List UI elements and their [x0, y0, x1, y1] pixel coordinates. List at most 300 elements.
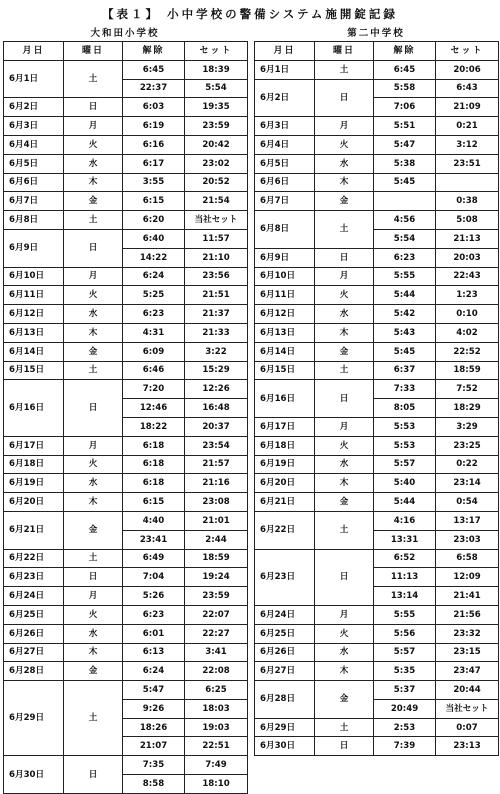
weekday-cell: 日: [315, 248, 374, 267]
weekday-cell: 水: [64, 624, 123, 643]
date-cell: 6月9日: [4, 229, 64, 267]
disarm-time-cell: 5:47: [123, 681, 185, 700]
weekday-cell: 土: [64, 549, 123, 568]
date-cell: 6月20日: [255, 474, 315, 493]
table-row: [255, 718, 499, 737]
disarm-time-cell: 5:37: [374, 681, 436, 700]
set-time-cell: [436, 173, 499, 192]
school-name: 大和田小学校: [90, 28, 160, 39]
set-time-cell: 13:17: [436, 511, 499, 530]
date-cell: 6月16日: [4, 380, 64, 436]
weekday-cell: 日: [64, 568, 123, 587]
disarm-time-cell: 2:53: [374, 718, 436, 737]
date-cell: 6月29日: [255, 718, 315, 737]
set-time-cell: 23:56: [185, 267, 248, 286]
weekday-cell: 木: [315, 662, 374, 681]
disarm-time-cell: 5:44: [374, 286, 436, 305]
disarm-time-cell: 5:53: [374, 417, 436, 436]
table-row: [255, 286, 499, 305]
disarm-time-cell: 5:55: [374, 605, 436, 624]
disarm-time-cell: [374, 192, 436, 211]
table-row: [4, 455, 248, 474]
header-weekday: 曜日: [64, 42, 123, 61]
table-row: [255, 662, 499, 681]
date-cell: 6月25日: [255, 624, 315, 643]
date-cell: 6月3日: [4, 117, 64, 136]
date-cell: 6月9日: [255, 248, 315, 267]
set-time-cell: 23:54: [185, 436, 248, 455]
date-cell: 6月13日: [255, 323, 315, 342]
set-time-cell: 11:57: [185, 229, 248, 248]
weekday-cell: 木: [64, 643, 123, 662]
set-time-cell: 23:59: [185, 117, 248, 136]
table-row: [255, 436, 499, 455]
date-cell: 6月14日: [4, 342, 64, 361]
date-cell: 6月28日: [255, 681, 315, 719]
disarm-time-cell: 4:40: [123, 511, 185, 530]
disarm-time-cell: 5:38: [374, 154, 436, 173]
set-time-cell: 20:37: [185, 417, 248, 436]
disarm-time-cell: 5:55: [374, 267, 436, 286]
table-row: [4, 605, 248, 624]
set-time-cell: 18:59: [436, 361, 499, 380]
disarm-time-cell: 5:35: [374, 662, 436, 681]
weekday-cell: 月: [315, 417, 374, 436]
weekday-cell: 土: [315, 718, 374, 737]
table-row: [4, 474, 248, 493]
disarm-time-cell: 6:19: [123, 117, 185, 136]
set-time-cell: 22:51: [185, 737, 248, 756]
date-cell: 6月10日: [255, 267, 315, 286]
weekday-cell: 水: [315, 455, 374, 474]
set-time-cell: 12:26: [185, 380, 248, 399]
set-time-cell: 23:08: [185, 493, 248, 512]
table-row: [4, 511, 248, 530]
set-time-cell: 21:37: [185, 305, 248, 324]
table-row: [255, 173, 499, 192]
date-cell: 6月1日: [4, 60, 64, 98]
set-time-cell: 21:16: [185, 474, 248, 493]
weekday-cell: 月: [64, 587, 123, 606]
header-set: セット: [185, 42, 248, 61]
weekday-cell: 月: [64, 267, 123, 286]
set-time-cell: 12:09: [436, 568, 499, 587]
disarm-time-cell: 8:05: [374, 399, 436, 418]
disarm-time-cell: 6:03: [123, 98, 185, 117]
disarm-time-cell: 6:49: [123, 549, 185, 568]
header-disarm: 解除: [123, 42, 185, 61]
set-time-cell: 21:56: [436, 605, 499, 624]
date-cell: 6月21日: [4, 511, 64, 549]
disarm-time-cell: 5:57: [374, 455, 436, 474]
date-cell: 6月23日: [4, 568, 64, 587]
set-time-cell: 21:41: [436, 587, 499, 606]
date-cell: 6月17日: [255, 417, 315, 436]
date-cell: 6月26日: [4, 624, 64, 643]
table-row: [4, 117, 248, 136]
date-cell: 6月1日: [255, 60, 315, 79]
table-row: [255, 305, 499, 324]
disarm-time-cell: 5:58: [374, 79, 436, 98]
disarm-time-cell: 6:23: [374, 248, 436, 267]
set-time-cell: 22:52: [436, 342, 499, 361]
weekday-cell: 水: [64, 154, 123, 173]
header-set: セット: [436, 42, 499, 61]
table-row: [255, 154, 499, 173]
date-cell: 6月6日: [255, 173, 315, 192]
weekday-cell: 火: [64, 286, 123, 305]
weekday-cell: 火: [315, 624, 374, 643]
date-cell: 6月27日: [255, 662, 315, 681]
set-time-cell: 7:49: [185, 756, 248, 775]
disarm-time-cell: 6:46: [123, 361, 185, 380]
set-time-cell: 22:43: [436, 267, 499, 286]
disarm-time-cell: 6:15: [123, 192, 185, 211]
set-time-cell: 0:38: [436, 192, 499, 211]
table-row: [4, 229, 248, 248]
table-row: [4, 211, 248, 230]
table-row: [4, 756, 248, 775]
weekday-cell: 土: [64, 361, 123, 380]
header-disarm: 解除: [374, 42, 436, 61]
disarm-time-cell: 5:53: [374, 436, 436, 455]
date-cell: 6月22日: [255, 511, 315, 549]
set-time-cell: 当社セット: [436, 699, 499, 718]
date-cell: 6月19日: [255, 455, 315, 474]
table-row: [4, 267, 248, 286]
set-time-cell: 21:09: [436, 98, 499, 117]
date-cell: 6月22日: [4, 549, 64, 568]
set-time-cell: 2:44: [185, 530, 248, 549]
disarm-time-cell: 6:24: [123, 267, 185, 286]
table-row: [255, 605, 499, 624]
set-time-cell: 23:25: [436, 436, 499, 455]
disarm-time-cell: 6:13: [123, 643, 185, 662]
weekday-cell: 金: [64, 511, 123, 549]
date-cell: 6月18日: [4, 455, 64, 474]
set-time-cell: 15:29: [185, 361, 248, 380]
date-cell: 6月11日: [4, 286, 64, 305]
weekday-cell: 金: [64, 662, 123, 681]
weekday-cell: 火: [64, 605, 123, 624]
disarm-time-cell: 9:26: [123, 699, 185, 718]
weekday-cell: 日: [64, 756, 123, 794]
log-body: [255, 60, 499, 755]
date-cell: 6月26日: [255, 643, 315, 662]
weekday-cell: 月: [64, 117, 123, 136]
weekday-cell: 土: [315, 511, 374, 549]
date-cell: 6月8日: [4, 211, 64, 230]
weekday-cell: 土: [315, 60, 374, 79]
weekday-cell: 火: [64, 135, 123, 154]
weekday-cell: 水: [315, 154, 374, 173]
set-time-cell: 21:33: [185, 323, 248, 342]
table-row: [255, 474, 499, 493]
disarm-time-cell: 7:20: [123, 380, 185, 399]
disarm-time-cell: 4:31: [123, 323, 185, 342]
disarm-time-cell: 11:13: [374, 568, 436, 587]
weekday-cell: 月: [315, 267, 374, 286]
table-row: [255, 380, 499, 399]
date-cell: 6月2日: [4, 98, 64, 117]
disarm-time-cell: 18:26: [123, 718, 185, 737]
weekday-cell: 火: [315, 135, 374, 154]
disarm-time-cell: 5:26: [123, 587, 185, 606]
table-row: [255, 211, 499, 230]
disarm-time-cell: 5:45: [374, 342, 436, 361]
date-cell: 6月24日: [4, 587, 64, 606]
disarm-time-cell: 5:40: [374, 474, 436, 493]
disarm-time-cell: 5:44: [374, 493, 436, 512]
weekday-cell: 日: [64, 98, 123, 117]
date-cell: 6月10日: [4, 267, 64, 286]
disarm-time-cell: 4:56: [374, 211, 436, 230]
set-time-cell: 0:22: [436, 455, 499, 474]
disarm-time-cell: 7:06: [374, 98, 436, 117]
disarm-time-cell: 5:47: [374, 135, 436, 154]
set-time-cell: 21:51: [185, 286, 248, 305]
set-time-cell: 18:10: [185, 775, 248, 794]
table-row: [4, 380, 248, 399]
disarm-time-cell: 6:18: [123, 474, 185, 493]
table-row: [255, 511, 499, 530]
date-cell: 6月30日: [4, 756, 64, 794]
table-row: [4, 60, 248, 79]
weekday-cell: 土: [64, 681, 123, 756]
disarm-time-cell: 13:14: [374, 587, 436, 606]
date-cell: 6月20日: [4, 493, 64, 512]
table-row: [255, 267, 499, 286]
set-time-cell: 0:07: [436, 718, 499, 737]
disarm-time-cell: 5:57: [374, 643, 436, 662]
disarm-time-cell: 21:07: [123, 737, 185, 756]
set-time-cell: 1:23: [436, 286, 499, 305]
set-time-cell: 22:07: [185, 605, 248, 624]
table-row: [255, 493, 499, 512]
table-row: [4, 305, 248, 324]
disarm-time-cell: 4:16: [374, 511, 436, 530]
table-row: [4, 361, 248, 380]
set-time-cell: 23:14: [436, 474, 499, 493]
date-cell: 6月6日: [4, 173, 64, 192]
weekday-cell: 木: [315, 323, 374, 342]
disarm-time-cell: 5:45: [374, 173, 436, 192]
header-row: [255, 42, 499, 61]
disarm-time-cell: 5:51: [374, 117, 436, 136]
date-cell: 6月19日: [4, 474, 64, 493]
disarm-time-cell: 6:52: [374, 549, 436, 568]
date-cell: 6月11日: [255, 286, 315, 305]
date-cell: 6月7日: [255, 192, 315, 211]
set-time-cell: 23:59: [185, 587, 248, 606]
table-row: [4, 192, 248, 211]
disarm-time-cell: 6:17: [123, 154, 185, 173]
disarm-time-cell: 22:37: [123, 79, 185, 98]
table-row: [255, 681, 499, 700]
date-cell: 6月30日: [255, 737, 315, 756]
page-title: 【表１】 小中学校の警備システム施開錠記録: [102, 7, 398, 21]
disarm-time-cell: 7:04: [123, 568, 185, 587]
table-row: [4, 643, 248, 662]
weekday-cell: 木: [64, 173, 123, 192]
set-time-cell: 23:15: [436, 643, 499, 662]
set-time-cell: 4:02: [436, 323, 499, 342]
date-cell: 6月4日: [255, 135, 315, 154]
weekday-cell: 土: [64, 60, 123, 98]
table-row: [4, 681, 248, 700]
disarm-time-cell: 6:45: [374, 60, 436, 79]
set-time-cell: 18:29: [436, 399, 499, 418]
date-cell: 6月12日: [255, 305, 315, 324]
header-date: 月日: [4, 42, 64, 61]
table-row: [4, 568, 248, 587]
date-cell: 6月27日: [4, 643, 64, 662]
set-time-cell: 16:48: [185, 399, 248, 418]
set-time-cell: 21:57: [185, 455, 248, 474]
disarm-time-cell: 6:01: [123, 624, 185, 643]
set-time-cell: 21:10: [185, 248, 248, 267]
set-time-cell: 3:41: [185, 643, 248, 662]
date-cell: 6月13日: [4, 323, 64, 342]
weekday-cell: 金: [315, 342, 374, 361]
set-time-cell: 19:35: [185, 98, 248, 117]
disarm-time-cell: 6:23: [123, 305, 185, 324]
set-time-cell: 20:42: [185, 135, 248, 154]
weekday-cell: 日: [64, 229, 123, 267]
table-row: [255, 624, 499, 643]
table-row: [4, 173, 248, 192]
header-row: [4, 42, 248, 61]
disarm-time-cell: 14:22: [123, 248, 185, 267]
disarm-time-cell: 6:20: [123, 211, 185, 230]
table-row: [4, 587, 248, 606]
disarm-time-cell: 5:54: [374, 229, 436, 248]
weekday-cell: 金: [64, 192, 123, 211]
table-row: [255, 79, 499, 98]
date-cell: 6月28日: [4, 662, 64, 681]
weekday-cell: 水: [64, 305, 123, 324]
disarm-time-cell: 6:09: [123, 342, 185, 361]
weekday-cell: 火: [315, 286, 374, 305]
set-time-cell: 20:52: [185, 173, 248, 192]
table-row: [255, 135, 499, 154]
header-date: 月日: [255, 42, 315, 61]
date-cell: 6月8日: [255, 211, 315, 249]
set-time-cell: 23:02: [185, 154, 248, 173]
set-time-cell: 5:54: [185, 79, 248, 98]
disarm-time-cell: 6:23: [123, 605, 185, 624]
security-log-table: [254, 41, 499, 756]
weekday-cell: 土: [64, 211, 123, 230]
date-cell: 6月14日: [255, 342, 315, 361]
set-time-cell: 23:51: [436, 154, 499, 173]
disarm-time-cell: 3:55: [123, 173, 185, 192]
weekday-cell: 金: [64, 342, 123, 361]
table-row: [4, 493, 248, 512]
date-cell: 6月16日: [255, 380, 315, 418]
disarm-time-cell: 5:25: [123, 286, 185, 305]
date-cell: 6月5日: [4, 154, 64, 173]
weekday-cell: 月: [315, 117, 374, 136]
table-row: [4, 342, 248, 361]
set-time-cell: 19:03: [185, 718, 248, 737]
table-row: [4, 436, 248, 455]
disarm-time-cell: 13:31: [374, 530, 436, 549]
school-block-left: [3, 26, 247, 794]
table-row: [4, 549, 248, 568]
set-time-cell: 21:54: [185, 192, 248, 211]
school-name: 第二中学校: [347, 28, 405, 39]
weekday-cell: 日: [315, 549, 374, 605]
table-row: [255, 342, 499, 361]
set-time-cell: 18:39: [185, 60, 248, 79]
date-cell: 6月29日: [4, 681, 64, 756]
table-row: [255, 60, 499, 79]
weekday-cell: 水: [315, 305, 374, 324]
weekday-cell: 木: [315, 474, 374, 493]
set-time-cell: 5:08: [436, 211, 499, 230]
set-time-cell: 22:08: [185, 662, 248, 681]
table-row: [255, 323, 499, 342]
disarm-time-cell: 7:35: [123, 756, 185, 775]
set-time-cell: 当社セット: [185, 211, 248, 230]
table-row: [255, 117, 499, 136]
disarm-time-cell: 5:42: [374, 305, 436, 324]
weekday-cell: 木: [64, 493, 123, 512]
set-time-cell: 19:24: [185, 568, 248, 587]
set-time-cell: 21:01: [185, 511, 248, 530]
table-row: [255, 361, 499, 380]
table-row: [4, 286, 248, 305]
date-cell: 6月4日: [4, 135, 64, 154]
table-row: [255, 455, 499, 474]
set-time-cell: 21:13: [436, 229, 499, 248]
date-cell: 6月21日: [255, 493, 315, 512]
disarm-time-cell: 6:16: [123, 135, 185, 154]
set-time-cell: 6:58: [436, 549, 499, 568]
date-cell: 6月5日: [255, 154, 315, 173]
table-row: [4, 154, 248, 173]
table-row: [4, 662, 248, 681]
security-log-table: [3, 41, 248, 794]
weekday-cell: 土: [315, 211, 374, 249]
date-cell: 6月3日: [255, 117, 315, 136]
disarm-time-cell: 5:43: [374, 323, 436, 342]
set-time-cell: 0:10: [436, 305, 499, 324]
weekday-cell: 日: [315, 79, 374, 117]
table-row: [255, 643, 499, 662]
disarm-time-cell: 6:40: [123, 229, 185, 248]
date-cell: 6月12日: [4, 305, 64, 324]
table-row: [255, 248, 499, 267]
set-time-cell: 7:52: [436, 380, 499, 399]
weekday-cell: 火: [315, 436, 374, 455]
weekday-cell: 金: [315, 681, 374, 719]
date-cell: 6月25日: [4, 605, 64, 624]
disarm-time-cell: 6:37: [374, 361, 436, 380]
weekday-cell: 日: [315, 380, 374, 418]
log-body: [4, 60, 248, 793]
date-cell: 6月7日: [4, 192, 64, 211]
table-row: [4, 323, 248, 342]
disarm-time-cell: 6:18: [123, 455, 185, 474]
disarm-time-cell: 5:56: [374, 624, 436, 643]
table-row: [255, 737, 499, 756]
set-time-cell: 20:03: [436, 248, 499, 267]
disarm-time-cell: 23:41: [123, 530, 185, 549]
disarm-time-cell: 6:45: [123, 60, 185, 79]
set-time-cell: 23:32: [436, 624, 499, 643]
